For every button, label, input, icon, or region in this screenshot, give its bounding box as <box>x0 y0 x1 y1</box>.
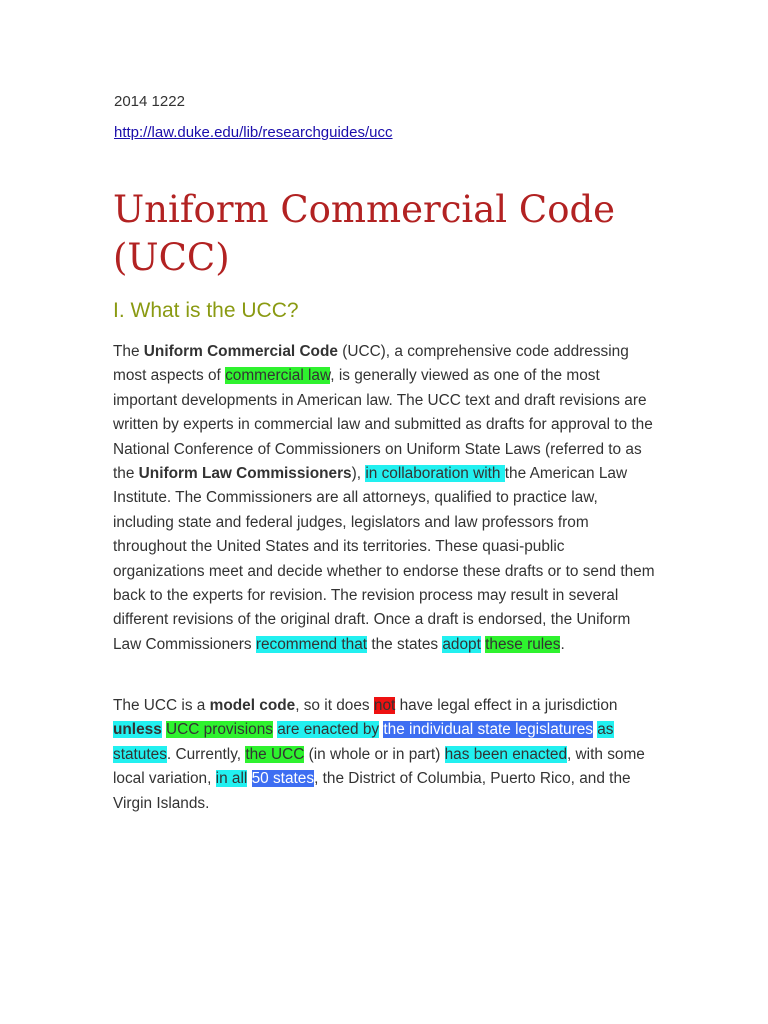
highlight-cyan: are enacted by <box>277 721 380 739</box>
text-run: . Currently, <box>166 745 246 763</box>
text-run: the American Law Institute. The Commissioners are all attorneys, qualified to practice law, including state and federal judges, legislators and law professors from throughout the United States and its territories. These quasi-public organizations meet and decide whether to endorse these drafts or to send them back to the experts for revision. The revision process may result in several different revisions of the original draft. Once a draft is endorsed, the Uniform Law Commissioners <box>113 465 655 653</box>
highlight-cyan: adopt <box>442 635 481 653</box>
highlight-cyan: has been enacted <box>444 745 567 763</box>
text-run: The <box>113 343 144 360</box>
bold-term: Uniform Law Commissioners <box>138 465 352 483</box>
highlight-green: UCC provisions <box>166 721 273 739</box>
highlight-cyan: as statutes <box>113 721 614 763</box>
text-run: , so it does <box>295 697 374 714</box>
highlight-green: commercial law <box>225 367 331 385</box>
text-run: (UCC), a comprehensive code addressing most aspects of <box>113 343 629 385</box>
text-run: (in whole or in part) <box>304 745 445 763</box>
page-title: Uniform Commercial Code (UCC) <box>113 188 616 279</box>
highlight-green: the UCC <box>245 745 305 763</box>
highlight-cyan-bold: unless <box>113 721 162 739</box>
text-run: , with some local variation, <box>113 745 645 788</box>
highlight-blue: 50 states <box>251 770 315 788</box>
paragraph-intro <box>113 340 658 657</box>
bold-term: model code <box>209 697 296 714</box>
text-run: , is generally viewed as one of the most important developments in American law. The UCC text and draft revisions are written by experts in commercial law and submitted as drafts for approval to the National Conference of Commissioners on Uniform State Laws (referred to as the <box>113 367 653 483</box>
research-guide-link[interactable]: http://law.duke.edu/lib/researchguides/ucc <box>114 124 393 141</box>
section-heading: I. What is the UCC? <box>113 299 299 322</box>
highlight-red: not <box>373 697 396 714</box>
highlight-blue: the individual state legislatures <box>383 721 593 739</box>
text-run <box>247 770 251 787</box>
text-run: The UCC is a <box>113 697 210 714</box>
text-run: have legal effect in a jurisdiction <box>395 697 618 714</box>
text-run: , the District of Columbia, Puerto Rico, and the Virgin Islands. <box>113 770 631 812</box>
text-run: . <box>560 635 565 653</box>
highlight-cyan: in collaboration with <box>365 465 505 483</box>
text-run: ), <box>351 465 366 483</box>
bold-term: Uniform Commercial Code <box>143 343 338 360</box>
highlight-cyan: in all <box>215 770 248 788</box>
highlight-cyan: recommend that <box>255 635 368 653</box>
document-date: 2014 1222 <box>114 93 185 110</box>
text-run: the states <box>367 635 443 653</box>
highlight-green: these rules <box>485 635 561 653</box>
paragraph-model-code <box>113 694 658 816</box>
